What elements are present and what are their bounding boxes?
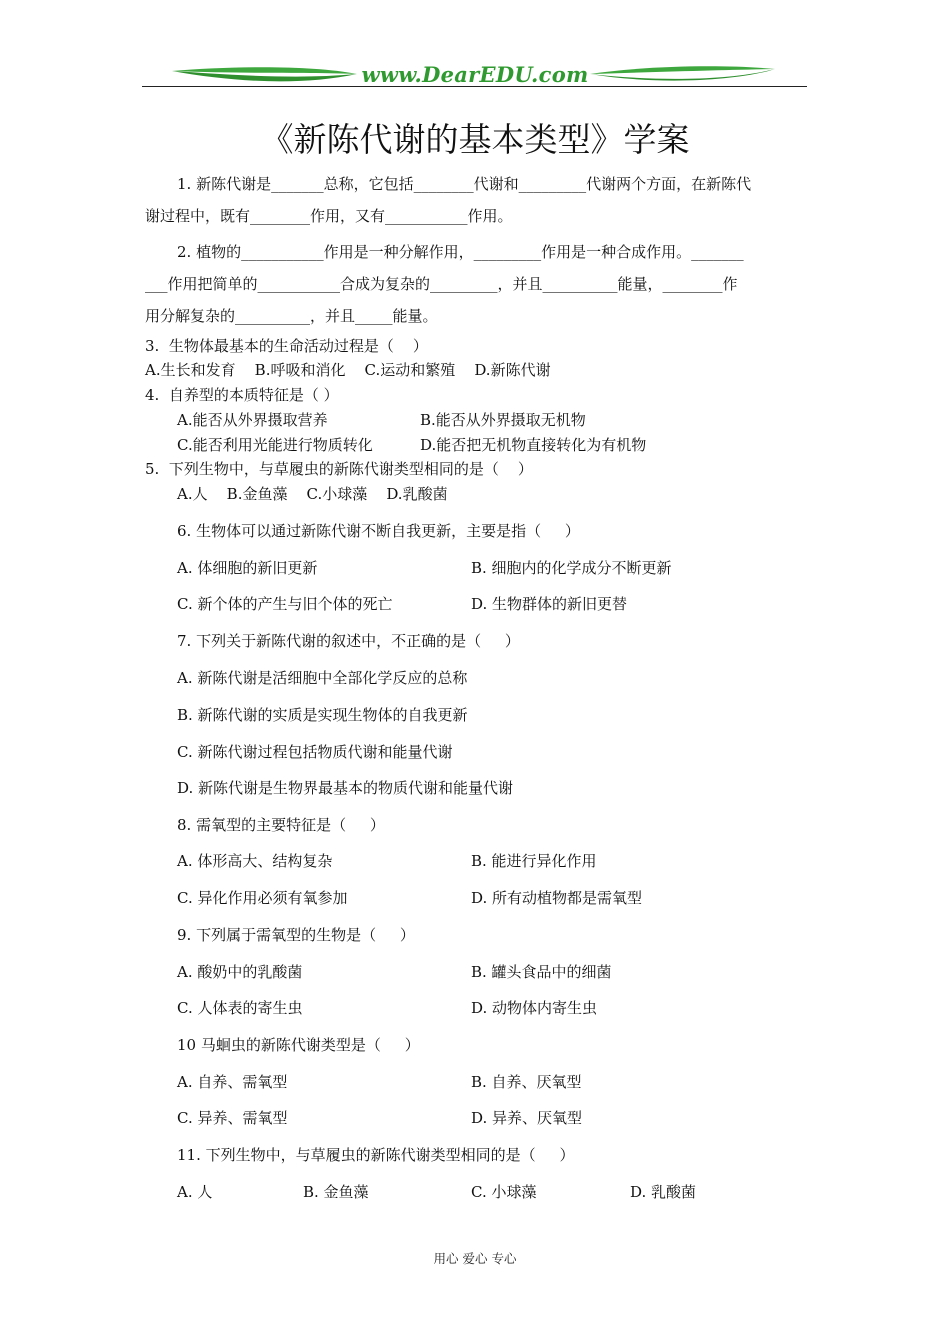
q11-option-b: B. 金鱼藻: [303, 1183, 369, 1201]
q3-options: A.生长和发育 B.呼吸和消化 C.运动和繁殖 D.新陈代谢: [145, 361, 551, 379]
q11-option-a: A. 人: [177, 1183, 213, 1201]
q5-stem: 5. 下列生物中，与草履虫的新陈代谢类型相同的是（ ）: [145, 460, 533, 478]
q8-option-b: B. 能进行异化作用: [471, 852, 597, 870]
q11-option-d: D. 乳酸菌: [630, 1183, 697, 1201]
q2-line-3: 用分解复杂的__________，并且_____能量。: [145, 307, 438, 325]
page-title: 《新陈代谢的基本类型》学案: [260, 120, 690, 159]
q6-option-c: C. 新个体的产生与旧个体的死亡: [177, 595, 393, 613]
q7-option-b: B. 新陈代谢的实质是实现生物体的自我更新: [177, 706, 468, 724]
q10-option-a: A. 自养、需氧型: [177, 1073, 288, 1091]
q6-stem: 6. 生物体可以通过新陈代谢不断自我更新，主要是指（ ）: [177, 522, 580, 540]
q1-line-1: 1. 新陈代谢是_______总称，它包括________代谢和_________代谢两个方面，在新陈代: [177, 175, 752, 193]
q11-option-c: C. 小球藻: [471, 1183, 537, 1201]
page-footer: 用心 爱心 专心: [433, 1251, 517, 1266]
q4-stem: 4. 自养型的本质特征是（ ）: [145, 386, 339, 404]
q10-stem: 10 马蛔虫的新陈代谢类型是（ ）: [177, 1036, 420, 1054]
q10-option-d: D. 异养、厌氧型: [471, 1109, 583, 1127]
q7-option-c: C. 新陈代谢过程包括物质代谢和能量代谢: [177, 743, 453, 761]
q2-line-1: 2. 植物的___________作用是一种分解作用，_________作用是一种合成作用。_______: [177, 243, 744, 261]
q9-option-c: C. 人体表的寄生虫: [177, 999, 303, 1017]
header-rule: [142, 86, 807, 87]
q10-option-c: C. 异养、需氧型: [177, 1109, 288, 1127]
q4-option-b: B.能否从外界摄取无机物: [420, 411, 586, 429]
header-logo-text[interactable]: www.DearEDU.com: [361, 62, 589, 87]
q9-option-a: A. 酸奶中的乳酸菌: [177, 963, 303, 981]
q1-line-2: 谢过程中，既有________作用，又有___________作用。: [145, 207, 513, 225]
q6-option-b: B. 细胞内的化学成分不断更新: [471, 559, 672, 577]
q8-option-d: D. 所有动植物都是需氧型: [471, 889, 643, 907]
q4-option-c: C.能否利用光能进行物质转化: [177, 436, 373, 454]
q11-stem: 11. 下列生物中，与草履虫的新陈代谢类型相同的是（ ）: [177, 1146, 575, 1164]
q8-stem: 8. 需氧型的主要特征是（ ）: [177, 816, 385, 834]
q10-option-b: B. 自养、厌氧型: [471, 1073, 582, 1091]
q8-option-c: C. 异化作用必须有氧参加: [177, 889, 348, 907]
q5-options: A.人 B.金鱼藻 C.小球藻 D.乳酸菌: [177, 485, 448, 503]
q6-option-a: A. 体细胞的新旧更新: [177, 559, 318, 577]
q6-option-d: D. 生物群体的新旧更替: [471, 595, 628, 613]
q7-option-a: A. 新陈代谢是活细胞中全部化学反应的总称: [177, 669, 468, 687]
q4-option-a: A.能否从外界摄取营养: [177, 411, 328, 429]
q4-option-d: D.能否把无机物直接转化为有机物: [420, 436, 647, 454]
q9-stem: 9. 下列属于需氧型的生物是（ ）: [177, 926, 415, 944]
q9-option-b: B. 罐头食品中的细菌: [471, 963, 612, 981]
q8-option-a: A. 体形高大、结构复杂: [177, 852, 333, 870]
q3-stem: 3. 生物体最基本的生命活动过程是（ ）: [145, 337, 428, 355]
q7-option-d: D. 新陈代谢是生物界最基本的物质代谢和能量代谢: [177, 779, 514, 797]
q2-line-2: ___作用把简单的___________合成为复杂的_________，并且__________能量，________作: [145, 275, 738, 293]
q9-option-d: D. 动物体内寄生虫: [471, 999, 598, 1017]
q7-stem: 7. 下列关于新陈代谢的叙述中，不正确的是（ ）: [177, 632, 520, 650]
